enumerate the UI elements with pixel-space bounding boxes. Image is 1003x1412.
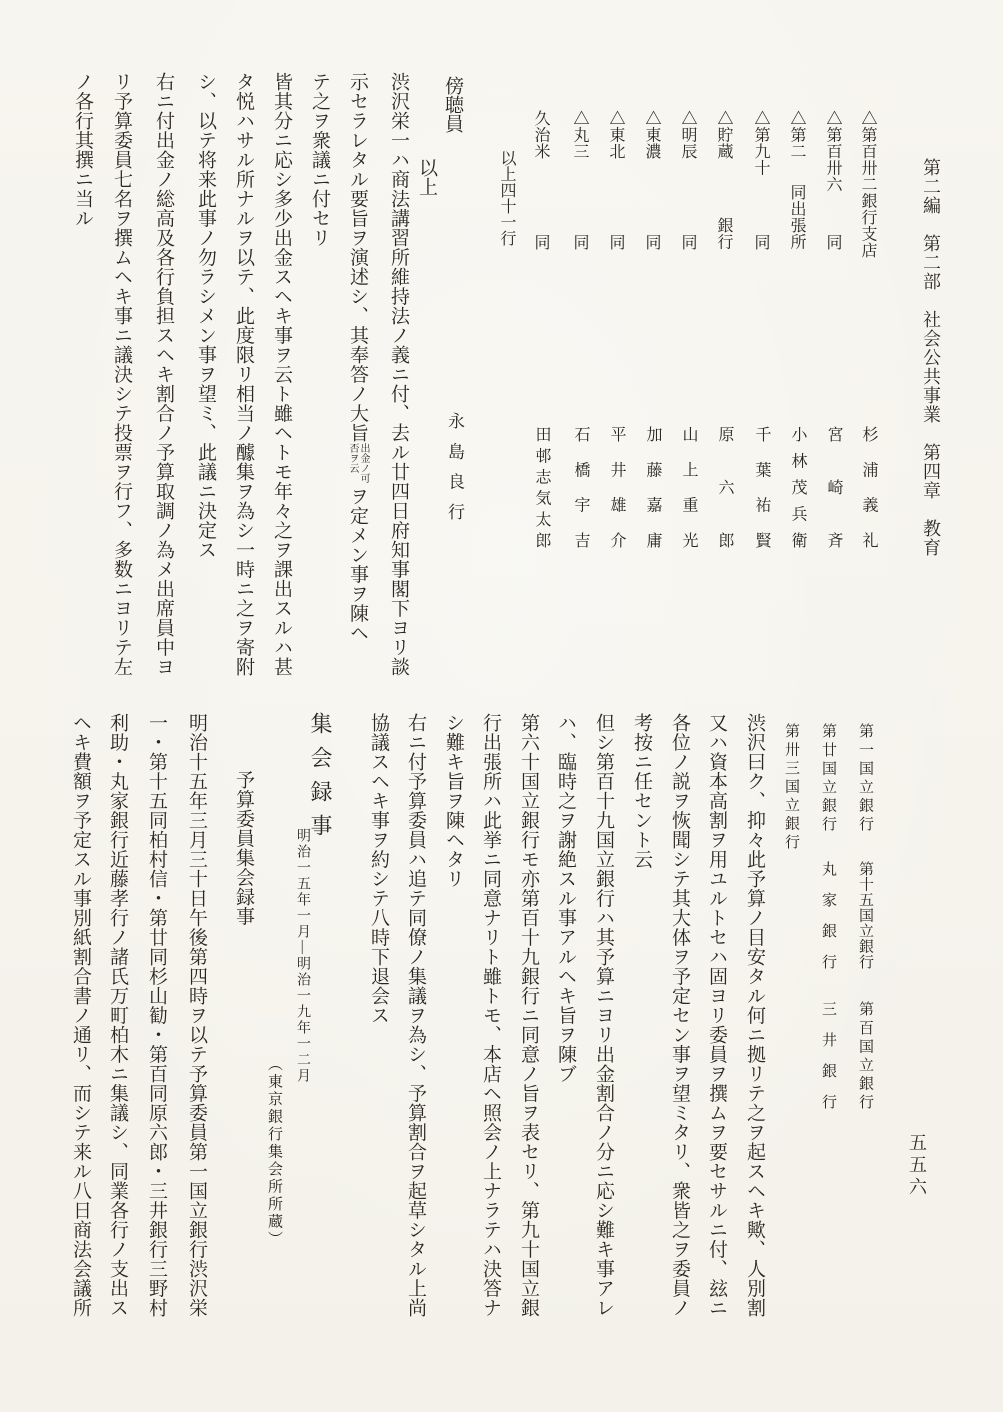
bank-label: △第百卅六 — [824, 110, 841, 193]
body-column: 又ハ資本高割ヲ用ユルトセハ固ヨリ委員ヲ撰ムヲ要セサルニ付、玆ニ — [706, 713, 727, 1318]
bank-ditto: 同 — [532, 233, 549, 250]
subsection-title: 予算委員集会録事 — [233, 770, 254, 926]
bank-name: 丸家銀行 — [820, 861, 836, 969]
bank-ditto: 同 — [607, 233, 624, 250]
running-header: 第二編 第二部 社会公共事業 第四章 教育 — [921, 158, 941, 557]
attendee-name: 石橋宇吉 — [572, 426, 589, 548]
page-number: 五五六 — [907, 1133, 927, 1199]
attendee-name: 加藤嘉庸 — [644, 426, 661, 548]
body-column: タ悦ハサル所ナルヲ以テ、此度限リ相当ノ醵集ヲ為シ一時ニ之ヲ寄附 — [233, 72, 254, 677]
roster-column — [749, 110, 773, 555]
body-column: ハ、臨時之ヲ謝絶スル事アルヘキ旨ヲ陳ブ — [555, 713, 576, 1084]
body-column: 皆其分ニ応シ多少出金スヘキ事ヲ云ト雖ヘトモ年々之ヲ課出スルハ甚 — [271, 72, 292, 677]
committee-bank-column — [852, 0, 876, 1412]
body-column: 協議スヘキ事ヲ約シテ八時下退会ス — [368, 713, 389, 1025]
bank-ditto: 同出張所 — [788, 184, 805, 250]
bank-name: 第卅三国立銀行 — [783, 723, 799, 849]
observer-name: 永島良行 — [445, 412, 464, 520]
bank-ditto: 同 — [824, 233, 841, 250]
attendee-name: 宮崎斉 — [825, 426, 842, 548]
body-column: 考按ニ任セント云 — [631, 713, 652, 869]
body-text: 示セラレタル要旨ヲ演述シ、其奉答ノ大旨 — [347, 72, 368, 443]
section-title: 集会録事 — [308, 712, 333, 848]
body-column: シ難キ旨ヲ陳ヘタリ — [443, 713, 464, 889]
body-column: シ、以テ将来此事ノ勿ラシメン事ヲ望ミ、此議ニ決定ス — [195, 72, 216, 560]
section-period: 明治一五年一月―明治一九年一二月 — [295, 828, 310, 1084]
body-column: ヘキ費額ヲ予定スル事別紙割合書ノ通リ、而シテ来ル八日商法会議所 — [70, 713, 91, 1318]
body-column: 右ニ付出金ノ総高及各行負担スヘキ割合ノ予算取調ノ為メ出席員中ヨ — [153, 72, 174, 677]
end-mark: 以上 — [416, 158, 437, 196]
bank-label: △第百卅二銀行支店 — [859, 110, 876, 259]
total-lines-note: 以上四十一行 — [498, 150, 515, 246]
inline-note: 出金ノ可否ヲ云 — [347, 442, 369, 483]
bank-name: 第一国立銀行 — [857, 723, 873, 831]
body-column: 行出張所ハ此挙ニ同意ナリト雖トモ、本店ヘ照会ノ上ナラテハ決答ナ — [480, 713, 501, 1318]
bank-name: 三井銀行 — [820, 1001, 836, 1109]
body-column: 渋沢曰ク、抑々此予算ノ目安タル何ニ拠リテ之ヲ起スヘキ歟、人別割 — [744, 713, 765, 1318]
bank-label: △東濃 — [643, 110, 660, 160]
body-column: テ之ヲ衆議ニ付セリ — [309, 72, 330, 248]
body-column — [343, 72, 369, 667]
roster-column — [568, 110, 592, 555]
roster-column — [640, 110, 664, 555]
bank-label: △第二 — [788, 110, 805, 160]
body-column: 一・第十五同柏村信・第廿同杉山勧・第百同原六郎・三井銀行三野村 — [146, 713, 167, 1318]
bank-name: 第百国立銀行 — [857, 1001, 873, 1109]
body-column: 渋沢栄一ハ商法講習所維持法ノ義ニ付、去ル廿四日府知事閣下ヨリ談 — [388, 72, 409, 677]
bank-name: 第十五国立銀行 — [857, 861, 873, 969]
bank-label: 久治米 — [532, 110, 549, 160]
bank-ditto: 銀行 — [715, 217, 732, 250]
body-column: ノ各行其撰ニ当ル — [72, 72, 93, 228]
body-column: 利助・丸家銀行近藤孝行ノ諸氏万町柏木ニ集議シ、同業各行ノ支出ス — [107, 713, 128, 1318]
bank-ditto: 同 — [571, 233, 588, 250]
committee-bank-column — [778, 0, 802, 1412]
body-column: 第六十国立銀行モ亦第百十九銀行ニ同意ノ旨ヲ表セリ、第九十国立銀 — [518, 713, 539, 1318]
attendee-name: 山上重光 — [680, 426, 697, 548]
body-column: 右ニ付予算委員ハ追テ同僚ノ集議ヲ為シ、予算割合ヲ起草シタル上尚 — [405, 713, 426, 1318]
archive-note: （東京銀行集会所所蔵） — [266, 1056, 282, 1249]
bank-label: △丸三 — [571, 110, 588, 160]
roster-column — [529, 110, 553, 555]
attendee-name: 田邨志気太郎 — [533, 426, 550, 548]
body-text: ヲ定メン事ヲ陳ヘ — [347, 486, 368, 643]
body-column: 明治十五年三月三十日午後第四時ヲ以テ予算委員第一国立銀行渋沢栄 — [186, 713, 207, 1318]
bank-label: △第九十 — [752, 110, 769, 176]
roster-column — [676, 110, 700, 555]
body-column: 各位ノ説ヲ恢聞シテ其大体ヲ予定セン事ヲ望ミタリ、衆皆之ヲ委員ノ — [669, 713, 690, 1318]
bank-ditto: 同 — [643, 233, 660, 250]
bank-label: △東北 — [607, 110, 624, 160]
attendee-name: 千葉祐賢 — [753, 426, 770, 548]
observer-heading: 傍聴員 — [442, 76, 463, 133]
bank-ditto: 同 — [679, 233, 696, 250]
attendee-name: 小林茂兵衛 — [789, 426, 806, 548]
bank-ditto: 同 — [752, 233, 769, 250]
roster-column — [604, 110, 628, 555]
bank-label: △明辰 — [679, 110, 696, 160]
attendee-name: 原六郎 — [716, 426, 733, 548]
bank-name: 第廿国立銀行 — [820, 723, 836, 831]
attendee-name: 平井雄介 — [608, 426, 625, 548]
roster-column — [712, 110, 736, 555]
committee-bank-column — [815, 0, 839, 1412]
attendee-name: 杉浦義礼 — [860, 426, 877, 548]
bank-label: △貯蔵 — [715, 110, 732, 160]
body-column: 但シ第百十九国立銀行ハ其予算ニヨリ出金割合ノ分ニ応シ難キ事アレ — [593, 713, 614, 1318]
body-column: リ予算委員七名ヲ撰ムヘキ事ニ議決シテ投票ヲ行フ、多数ニヨリテ左 — [111, 72, 132, 677]
